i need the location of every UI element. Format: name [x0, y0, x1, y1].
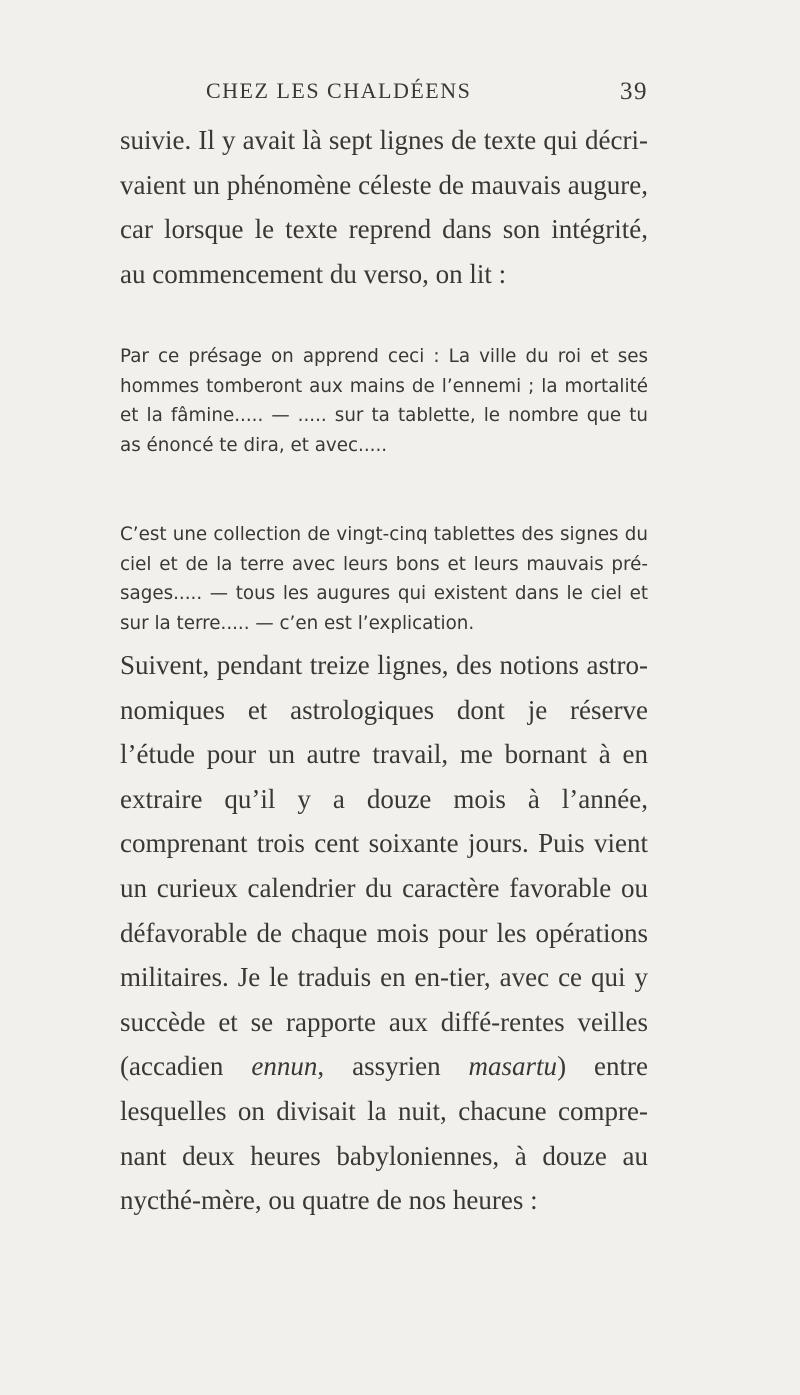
body-paragraph-2: [120, 643, 648, 1223]
paragraph-2-text-part-1: Suivent, pendant treize lignes, des notions astro-nomiques et astrologiques dont je réserve l’étude pour un autre travail, me bornant à en extraire qu’il y a douze mois à l’année, comprenant trois cent soixante jours. Puis vient un curieux calendrier du caractère favorable ou défavorable de chaque mois pour les opérations militaires. Je le traduis en en-tier, avec ce qui y succède et se rapporte aux diffé-rentes veilles (accadien: [120, 650, 648, 1082]
page-number: 39: [620, 78, 648, 105]
term-assyrien: masartu: [468, 1051, 558, 1082]
running-title: CHEZ LES CHALDÉENS: [206, 78, 472, 103]
quoted-omen-text: Par ce présage on apprend ceci : La ville du roi et ses hommes tomberont aux mains de l’ennemi ; la mortalité et la fâmine..... — ..... sur ta tablette, le nombre que tu as énoncé te dira, et avec.....: [120, 346, 648, 457]
term-accadien: ennun: [251, 1051, 318, 1082]
body-paragraph-1: suivie. Il y avait là sept lignes de texte qui décri-vaient un phénomène céleste de mauvais augure, car lorsque le texte reprend dans son intégrité, au commencement du verso, on lit :: [120, 125, 648, 289]
page-header: [120, 78, 648, 112]
paragraph-2-text-part-3: ) entre lesquelles on divisait la nuit, chacune compre-nant deux heures babyloniennes, à douze au nycthé-mère, ou quatre de nos heures :: [120, 1051, 648, 1216]
quoted-colophon: C’est une collection de vingt-cinq tablettes des signes du ciel et de la terre avec leurs bons et leurs mauvais pré-sages..... — tous les augures qui existent dans le ciel et sur la terre..... — c’en est l’explication.: [120, 524, 648, 635]
paragraph-2-text-part-2: , assyrien: [317, 1051, 469, 1082]
